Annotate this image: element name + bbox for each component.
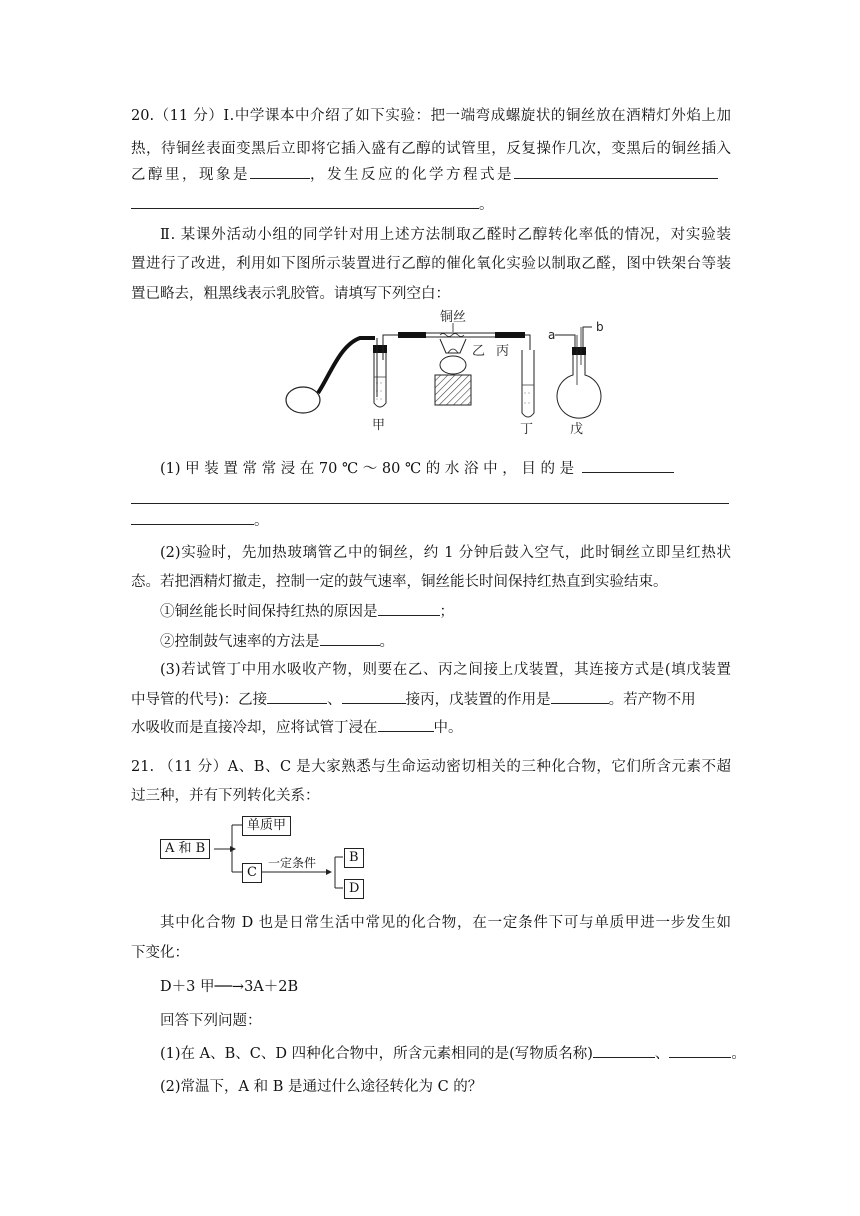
q21-para-line-1: 其中化合物 D 也是日常生活中常见的化合物，在一定条件下可与单质甲进一步发生如: [160, 915, 731, 931]
q20-sub3-text-b: 、: [327, 692, 342, 708]
box-danzhi-jia: 单质甲: [242, 816, 291, 836]
alcohol-lamp: [435, 339, 471, 405]
label-wu: 戊: [570, 422, 584, 437]
answer-blank-purpose-1[interactable]: [582, 458, 674, 473]
q20-sub3-text-c: 接丙，戊装置的作用是: [405, 692, 551, 708]
q21-sub1-sep: 、: [654, 1046, 670, 1062]
q21-sub1-text: (1)在 A、B、C、D 四种化合物中，所含元素相同的是(写物质名称): [160, 1046, 593, 1062]
label-jia: 甲: [372, 418, 386, 433]
q20-sub3-line-1: (3)若试管丁中用水吸收产物，则要在乙、丙之间接上戊装置，其连接方式是(填戊装置: [160, 662, 731, 678]
answer-blank-equation-2[interactable]: [131, 194, 479, 209]
q20-sub2-a-text: ①铜丝能长时间保持红热的原因是: [160, 604, 378, 620]
copper-wire: [440, 334, 464, 337]
q20-sub3-line-2: [131, 689, 731, 710]
q20-sub1-line-1: [160, 458, 731, 479]
apparatus-figure: [270, 305, 620, 440]
box-a-and-b: A 和 B: [160, 839, 210, 859]
answer-blank-connect-1[interactable]: [267, 689, 327, 704]
q20-sub3-text-f: 中。: [433, 720, 463, 736]
answer-blank-equation-1[interactable]: [514, 164, 718, 179]
q20-line-3-text-b: ，发生反应的化学方程式是: [310, 167, 514, 183]
q20-line-4-end: 。: [479, 197, 494, 213]
answer-blank-connect-2[interactable]: [342, 689, 406, 704]
answer-blank-cooling[interactable]: [378, 717, 434, 732]
q20-sub1-end: 。: [254, 513, 269, 529]
q20-sub2-a: [160, 601, 731, 622]
q21-ask: 回答下列问题：: [160, 1013, 262, 1029]
answer-blank-reason[interactable]: [378, 601, 440, 616]
q20-sub1-text: (1) 甲 装 置 常 常 浸 在 70 ℃ ～ 80 ℃ 的 水 浴 中 ， 目 的 是: [160, 461, 575, 477]
answer-blank-method[interactable]: [320, 631, 380, 646]
label-b: b: [596, 320, 604, 334]
q20-sub3-line-3: [131, 717, 731, 738]
answer-blank-name-1[interactable]: [593, 1043, 655, 1058]
q20-line-4: [131, 194, 731, 215]
label-tongsi: 铜丝: [440, 310, 467, 325]
q21-sub2: (2)常温下，A 和 B 是通过什么途径转化为 C 的？: [160, 1079, 483, 1095]
q20-part2-line-1: Ⅱ. 某课外活动小组的同学针对用上述方法制取乙醛时乙醇转化率低的情况，对实验装: [160, 227, 731, 243]
q20-line-3-text-a: 乙醇里，现象是: [131, 167, 250, 183]
answer-blank-phenomenon[interactable]: [250, 164, 310, 179]
rubber-bulb: [286, 387, 320, 413]
q20-sub2-b: [160, 631, 731, 652]
q20-line-1: 20.（11 分）Ⅰ.中学课本中介绍了如下实验：把一端弯成螺旋状的铜丝放在酒精灯外焰上加: [131, 108, 731, 124]
q20-sub2-line-1: (2)实验时，先加热玻璃管乙中的铜丝，约 1 分钟后鼓入空气，此时铜丝立即呈红热状: [160, 545, 731, 561]
test-tube-ding: [522, 350, 534, 417]
label-yi: 乙: [472, 344, 486, 359]
conversion-diagram: [160, 812, 380, 902]
box-d: D: [344, 879, 364, 899]
q20-sub3-text-d: 。若产物不用: [608, 692, 696, 708]
q21-sub1: [160, 1043, 746, 1064]
q20-line-2: 热，待铜丝表面变黑后立即将它插入盛有乙醇的试管里，反复操作几次，变黑后的铜丝插入: [131, 141, 731, 157]
answer-blank-purpose-2[interactable]: [131, 503, 729, 504]
answer-blank-function[interactable]: [551, 689, 609, 704]
answer-blank-purpose-3[interactable]: [131, 510, 254, 525]
q21-line-1: 21. （11 分）A、B、C 是大家熟悉与生命运动密切相关的三种化合物，它们所含元素不超: [131, 759, 731, 775]
label-bing: 丙: [496, 344, 510, 359]
q20-part2-line-2: 置进行了改进，利用如下图所示装置进行乙醇的催化氧化实验以制取乙醛，图中铁架台等装: [131, 256, 731, 272]
rubber-tube: [318, 338, 375, 393]
q20-sub1-line-3: [131, 510, 731, 531]
q20-sub2-b-end: 。: [379, 634, 394, 650]
label-a: a: [548, 328, 556, 342]
q20-sub2-line-2: 态。若把酒精灯撤走，控制一定的鼓气速率，铜丝能长时间保持红热直到实验结束。: [131, 574, 668, 590]
box-c: C: [242, 863, 262, 883]
q20-sub2-b-text: ②控制鼓气速率的方法是: [160, 634, 320, 650]
q20-sub2-a-end: ；: [439, 604, 454, 620]
answer-blank-name-2[interactable]: [669, 1043, 731, 1058]
box-b: B: [344, 848, 364, 868]
q20-sub3-text-a: 中导管的代号)：乙接: [131, 692, 268, 708]
q21-sub1-end: 。: [731, 1046, 746, 1062]
flask-wu: [555, 327, 601, 418]
q20-part2-line-3: 置已略去，粗黑线表示乳胶管。请填写下列空白：: [131, 286, 450, 302]
q20-sub3-text-e: 水吸收而是直接冷却，应将试管丁浸在: [131, 720, 378, 736]
label-ding: 丁: [520, 422, 534, 437]
label-condition: 一定条件: [268, 856, 317, 870]
q20-line-3: [131, 164, 731, 185]
test-tube-jia: [373, 335, 400, 407]
q21-para-line-2: 下变化：: [131, 945, 189, 961]
q21-equation: D＋3 甲──→3A＋2B: [160, 979, 299, 995]
q21-line-2: 过三种，并有下列转化关系：: [131, 788, 320, 804]
